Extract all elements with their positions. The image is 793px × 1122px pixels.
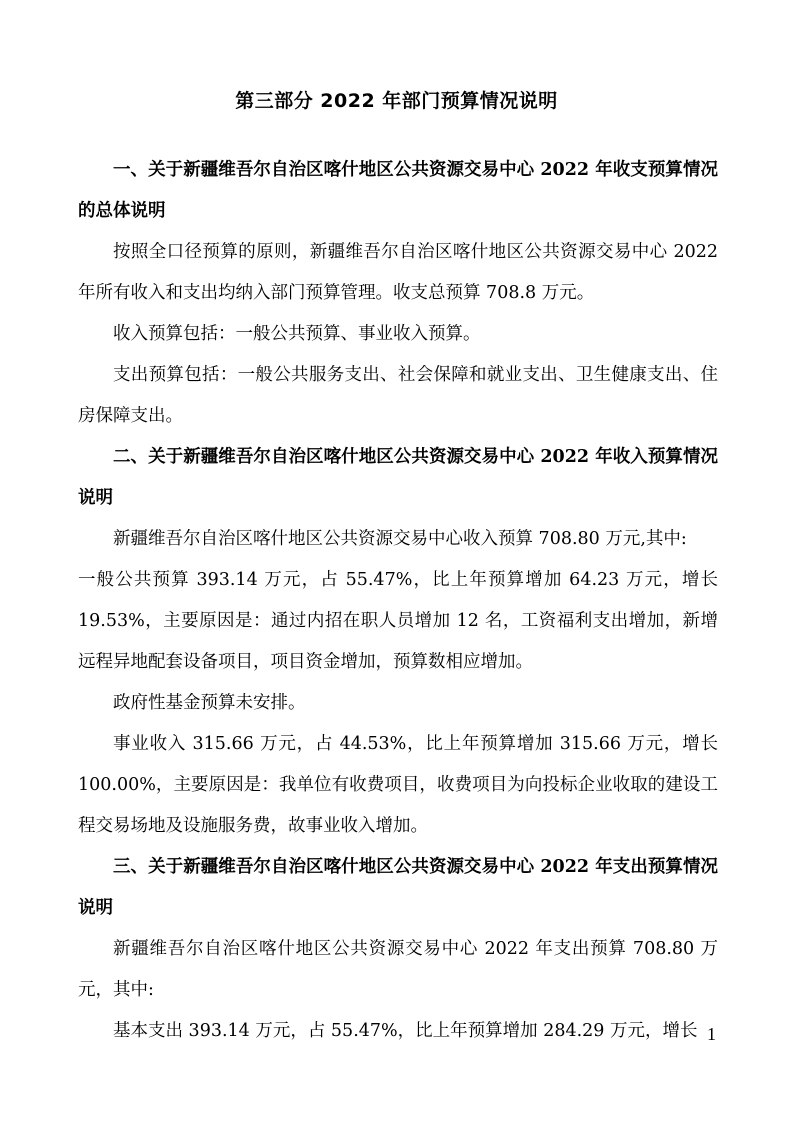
paragraph: 一般公共预算 393.14 万元，占 55.47%，比上年预算增加 64.23 万元，增长 19.53%，主要原因是：通过内招在职人员增加 12 名，工资福利支出增加，新增远程异地配套设备项目，项目资金增加，预算数相应增加。	[78, 570, 718, 672]
page-title: 第三部分 2022 年部门预算情况说明	[235, 90, 558, 112]
paragraph: 按照全口径预算的原则，新疆维吾尔自治区喀什地区公共资源交易中心 2022 年所有收入和支出均纳入部门预算管理。收支总预算 708.8 万元。	[78, 242, 718, 303]
paragraph: 基本支出 393.14 万元，占 55.47%，比上年预算增加 284.29 万元，增长	[113, 1021, 698, 1041]
section-heading: 二、关于新疆维吾尔自治区喀什地区公共资源交易中心 2022 年收入预算情况说明	[78, 447, 718, 508]
paragraph: 收入预算包括：一般公共预算、事业收入预算。	[113, 324, 481, 344]
section-heading: 一、关于新疆维吾尔自治区喀什地区公共资源交易中心 2022 年收支预算情况的总体说明	[78, 160, 718, 221]
paragraph: 事业收入 315.66 万元，占 44.53%，比上年预算增加 315.66 万元，增长 100.00%，主要原因是：我单位有收费项目，收费项目为向投标企业收取的建设工程交易场地及设施服务费，故事业收入增加。	[78, 734, 718, 836]
paragraph: 新疆维吾尔自治区喀什地区公共资源交易中心收入预算 708.80 万元,其中:	[113, 529, 687, 549]
paragraph: 政府性基金预算未安排。	[113, 693, 306, 713]
page-number: 1	[707, 1024, 716, 1044]
paragraph: 新疆维吾尔自治区喀什地区公共资源交易中心 2022 年支出预算 708.80 万元，其中:	[78, 939, 718, 1000]
document-body	[78, 150, 718, 1052]
section-heading: 三、关于新疆维吾尔自治区喀什地区公共资源交易中心 2022 年支出预算情况说明	[78, 857, 718, 918]
paragraph: 支出预算包括：一般公共服务支出、社会保障和就业支出、卫生健康支出、住房保障支出。	[78, 365, 718, 426]
